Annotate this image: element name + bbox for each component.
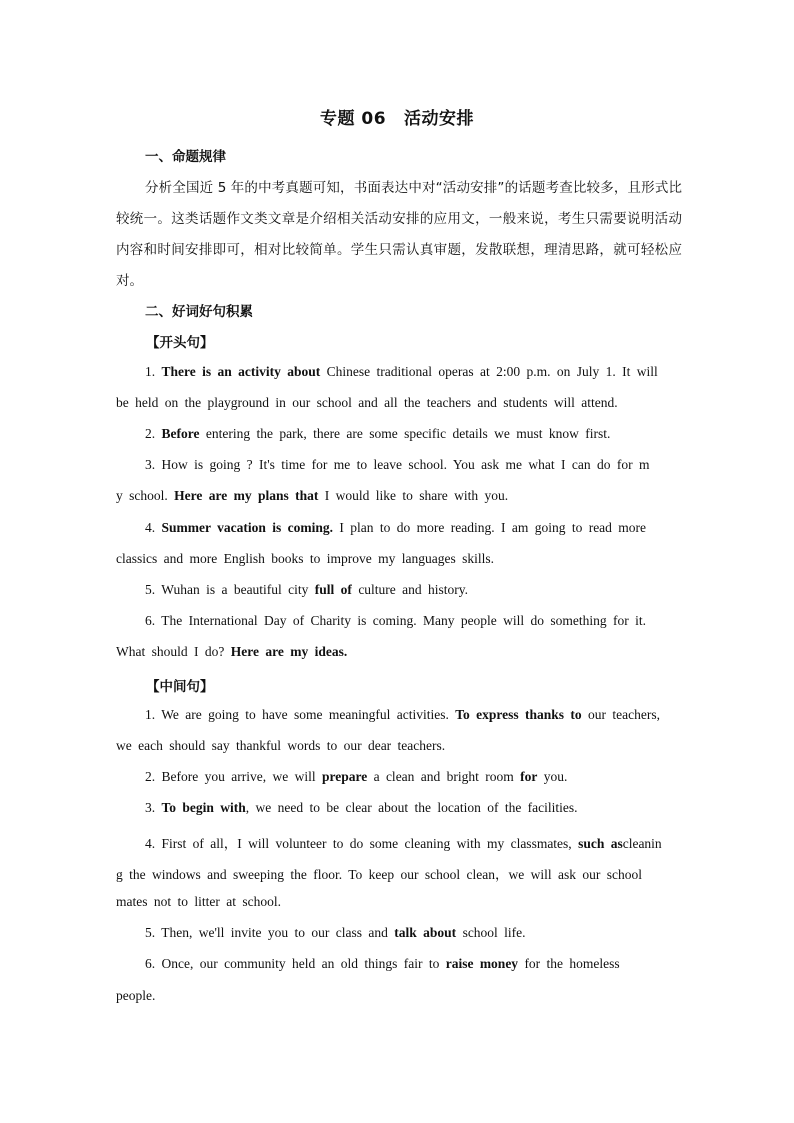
title-topic-name: 活动安排 bbox=[404, 109, 475, 129]
opening-sentence-4-line-2: classics and more English books to improve my languages skills. bbox=[116, 551, 494, 566]
opening-sentence-2: 2. Before entering the park, there are some specific details we must know first. bbox=[145, 426, 611, 441]
rules-paragraph: 分析全国近 5 年的中考真题可知，书面表达中对“活动安排”的话题考查比较多，且形式比较统一。这类话题作文类文章是介绍相关活动安排的应用文，一般来说，考生只需要说明活动内容和时间安排即可，相对比较简单。学生只需认真审题，发散联想，理清思路，就可轻松应对。 bbox=[116, 180, 682, 289]
middle-sentence-1-line-2: we each should say thankful words to our dear teachers. bbox=[116, 738, 446, 753]
middle-sentence-2: 2. Before you arrive, we will prepare a clean and bright room for you. bbox=[145, 769, 568, 784]
opening-sentence-1-line-1: 1. There is an activity about Chinese traditional operas at 2:00 p.m. on July 1. It will bbox=[145, 364, 658, 379]
middle-sentence-1-line-1: 1. We are going to have some meaningful activities. To express thanks to our teachers, bbox=[145, 707, 660, 722]
opening-sentence-1-line-2: be held on the playground in our school and all the teachers and students will attend. bbox=[116, 395, 618, 410]
opening-sentence-3-line-2: y school. Here are my plans that I would like to share with you. bbox=[116, 488, 509, 503]
opening-sentence-5: 5. Wuhan is a beautiful city full of culture and history. bbox=[145, 582, 469, 597]
subheading-middle-sentences: 【中间句】 bbox=[146, 679, 214, 695]
middle-sentence-4-line-2: g the windows and sweeping the floor. To keep our school clean，we will ask our school bbox=[116, 867, 642, 882]
middle-sentence-4-line-1: 4. First of all，I will volunteer to do some cleaning with my classmates, such ascleanin bbox=[145, 836, 662, 851]
middle-sentence-6-line-2: people. bbox=[116, 988, 156, 1003]
opening-sentence-6-line-2: What should I do? Here are my ideas. bbox=[116, 644, 348, 659]
opening-sentence-4-line-1: 4. Summer vacation is coming. I plan to do more reading. I am going to read more bbox=[145, 520, 647, 535]
middle-sentence-4-line-3: mates not to litter at school. bbox=[116, 894, 281, 909]
middle-sentence-6-line-1: 6. Once, our community held an old things fair to raise money for the homeless bbox=[145, 956, 620, 971]
opening-sentence-3-line-1: 3. How is going ? It's time for me to leave school. You ask me what I can do for m bbox=[145, 457, 650, 472]
opening-sentence-6-line-1: 6. The International Day of Charity is coming. Many people will do something for it. bbox=[145, 613, 647, 628]
title-topic-number: 专题 06 bbox=[319, 109, 387, 129]
page-title bbox=[0, 104, 794, 129]
section-heading-rules: 一、命题规律 bbox=[145, 149, 226, 165]
subheading-opening-sentences: 【开头句】 bbox=[146, 335, 214, 351]
middle-sentence-5: 5. Then, we'll invite you to our class and talk about school life. bbox=[145, 925, 526, 940]
middle-sentence-3: 3. To begin with, we need to be clear about the location of the facilities. bbox=[145, 800, 578, 815]
section-heading-phrases: 二、好词好句积累 bbox=[145, 304, 253, 320]
